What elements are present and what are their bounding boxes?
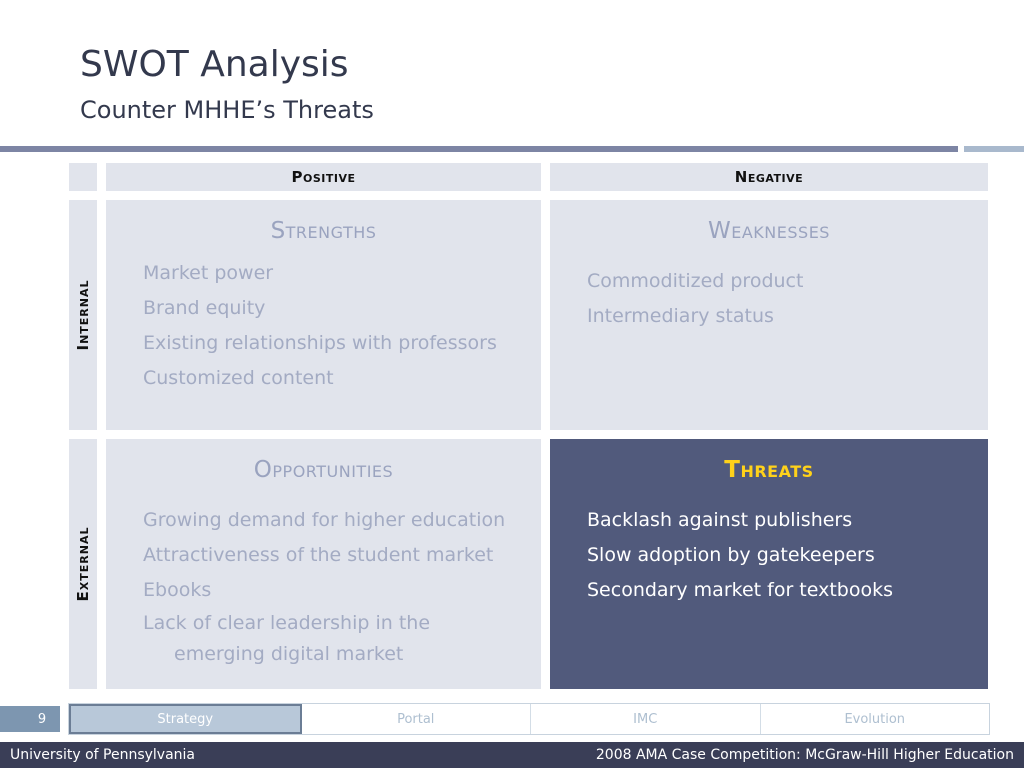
page-number-badge <box>0 706 60 732</box>
slide-subtitle: Counter MHHE’s Threats <box>80 96 374 124</box>
list-item: Attractiveness of the student market <box>143 544 494 566</box>
list-item: Existing relationships with professors <box>143 332 497 354</box>
slide-title: SWOT Analysis <box>80 44 349 85</box>
footer-bar <box>0 742 1024 768</box>
list-item: Ebooks <box>143 579 212 601</box>
footer-right-text: 2008 AMA Case Competition: McGraw-Hill Higher Education <box>595 747 1014 763</box>
weaknesses-title: Weaknesses <box>708 218 830 244</box>
list-item: Brand equity <box>143 297 266 319</box>
weaknesses-list <box>587 264 984 334</box>
header-negative: Negative <box>550 163 988 191</box>
strengths-title: Strengths <box>270 218 377 244</box>
opportunities-list <box>143 503 537 670</box>
nav-tab-strategy[interactable]: Strategy <box>69 704 302 734</box>
nav-tab-imc[interactable]: IMC <box>531 704 761 734</box>
list-item: Lack of clear leadership in the emerging digital market <box>143 612 431 665</box>
list-item: Slow adoption by gatekeepers <box>587 544 875 566</box>
section-nav <box>68 703 990 735</box>
footer-left-text: University of Pennsylvania <box>10 747 195 763</box>
threats-title: Threats <box>724 457 814 483</box>
row-header-external-cell <box>69 439 97 689</box>
strengths-list <box>143 256 537 396</box>
row-header-internal: Internal <box>74 279 92 351</box>
list-item: Market power <box>143 262 274 284</box>
nav-tab-portal[interactable]: Portal <box>302 704 532 734</box>
weaknesses-quadrant <box>550 200 988 430</box>
list-item: Intermediary status <box>587 305 774 327</box>
title-divider-accent <box>964 146 1024 152</box>
list-item: Secondary market for textbooks <box>587 579 894 601</box>
row-header-external: External <box>74 526 92 602</box>
threats-quadrant <box>550 439 988 689</box>
opportunities-quadrant <box>106 439 541 689</box>
threats-list <box>587 503 984 608</box>
nav-tab-evolution[interactable]: Evolution <box>844 711 906 727</box>
page-number: 9 <box>37 711 47 727</box>
list-item: Growing demand for higher education <box>143 509 506 531</box>
list-item: Customized content <box>143 367 334 389</box>
matrix-corner-cell <box>69 163 97 191</box>
title-divider <box>0 146 958 152</box>
row-header-internal-cell <box>69 200 97 430</box>
opportunities-title: Opportunities <box>253 457 394 483</box>
list-item: Commoditized product <box>587 270 804 292</box>
strengths-quadrant <box>106 200 541 430</box>
list-item: Backlash against publishers <box>587 509 853 531</box>
header-positive: Positive <box>106 163 541 191</box>
